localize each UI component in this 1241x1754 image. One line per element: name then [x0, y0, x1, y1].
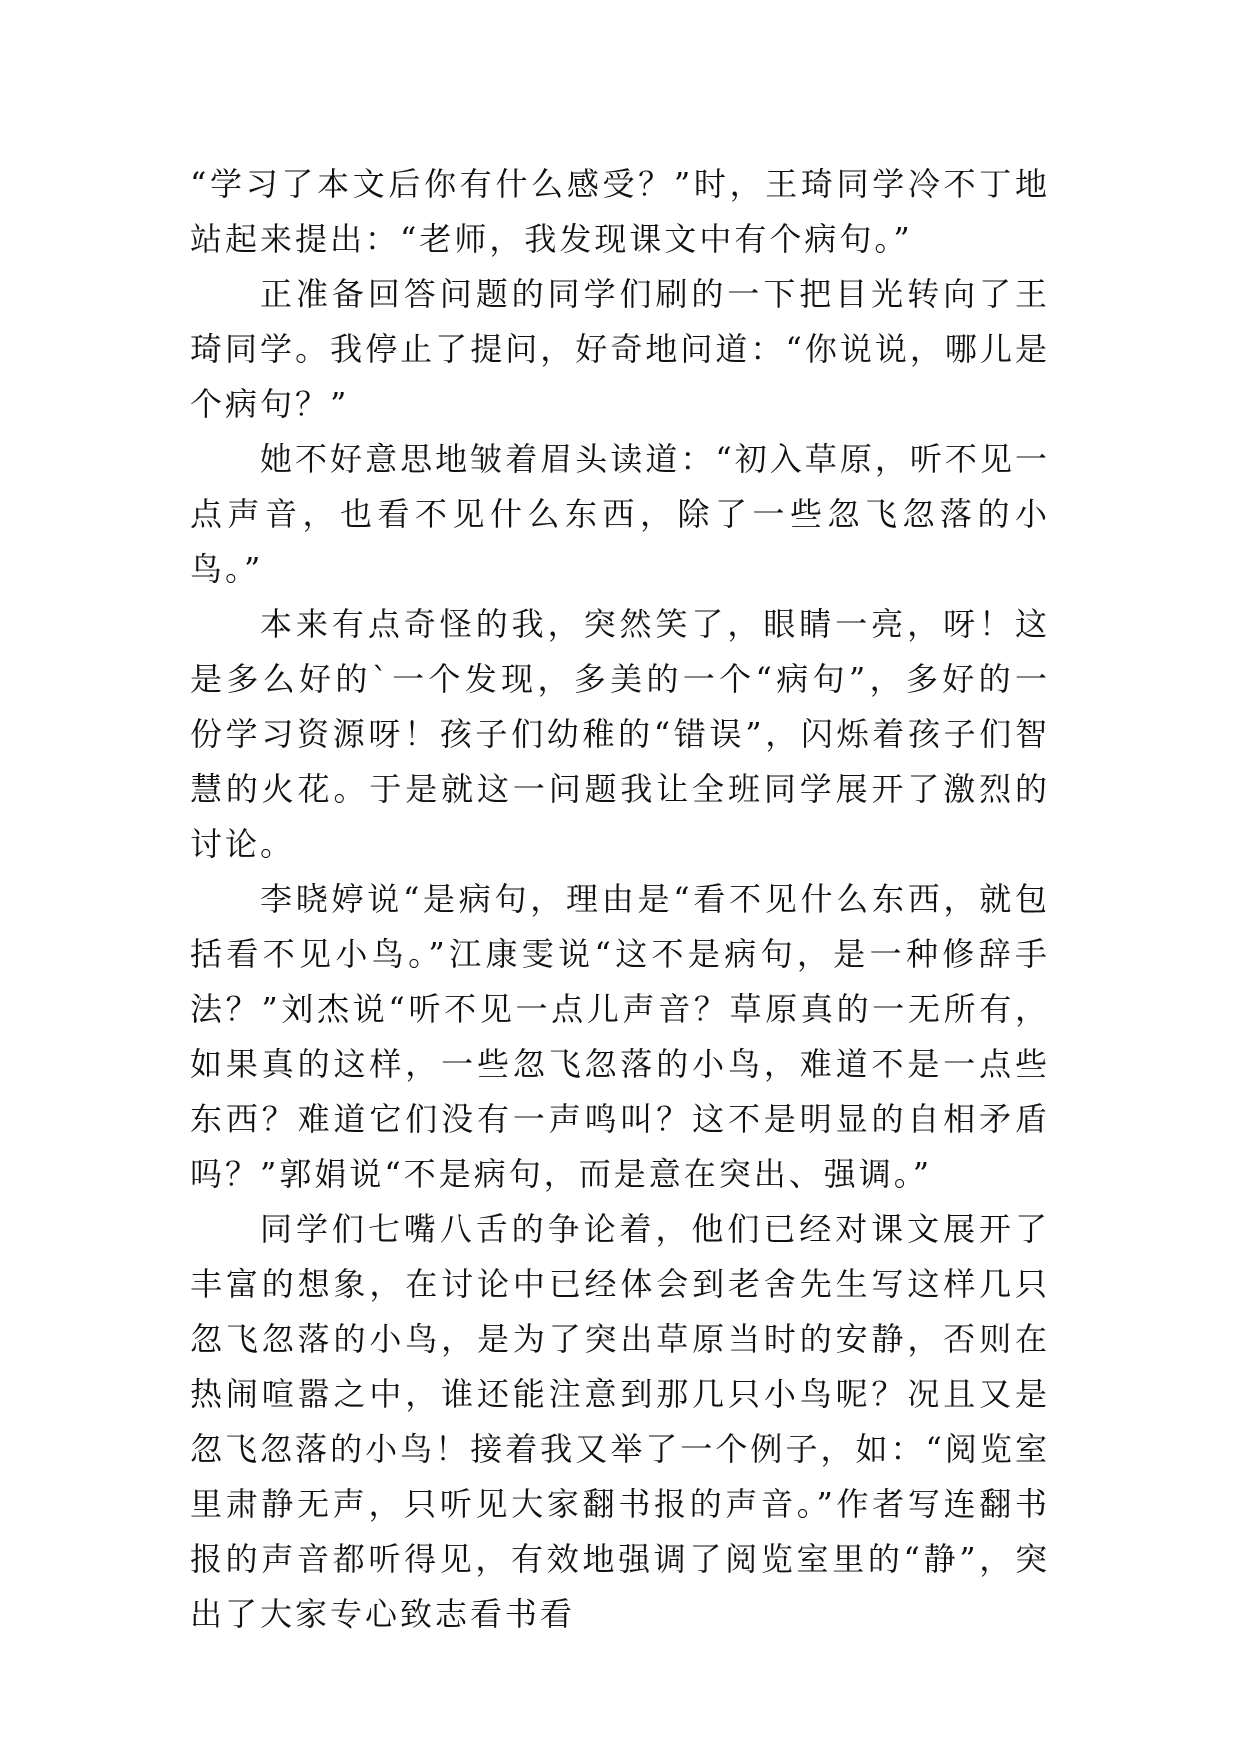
paragraph-1: “学习了本文后你有什么感受？”时，王琦同学冷不丁地站起来提出：“老师，我发现课文中有个病句。”: [190, 165, 1050, 258]
document-body: [190, 157, 1050, 1642]
paragraph-2: 正准备回答问题的同学们刷的一下把目光转向了王琦同学。我停止了提问，好奇地问道：“你说说，哪儿是个病句？”: [190, 275, 1050, 423]
paragraph-5: 李晓婷说“是病句，理由是“看不见什么东西，就包括看不见小鸟。”江康雯说“这不是病句，是一种修辞手法？”刘杰说“听不见一点儿声音？草原真的一无所有，如果真的这样，一些忽飞忽落的小鸟，难道不是一点些东西？难道它们没有一声鸣叫？这不是明显的自相矛盾吗？”郭娟说“不是病句，而是意在突出、强调。”: [190, 880, 1050, 1193]
paragraph-3: 她不好意思地皱着眉头读道：“初入草原，听不见一点声音，也看不见什么东西，除了一些忽飞忽落的小鸟。”: [190, 440, 1050, 588]
paragraph-4: 本来有点奇怪的我，突然笑了，眼睛一亮，呀！这是多么好的`一个发现，多美的一个“病句”，多好的一份学习资源呀！孩子们幼稚的“错误”，闪烁着孩子们智慧的火花。于是就这一问题我让全班同学展开了激烈的讨论。: [190, 605, 1050, 863]
paragraph-6: 同学们七嘴八舌的争论着，他们已经对课文展开了丰富的想象，在讨论中已经体会到老舍先生写这样几只忽飞忽落的小鸟，是为了突出草原当时的安静，否则在热闹喧嚣之中，谁还能注意到那几只小鸟呢？况且又是忽飞忽落的小鸟！接着我又举了一个例子，如：“阅览室里肃静无声，只听见大家翻书报的声音。”作者写连翻书报的声音都听得见，有效地强调了阅览室里的“静”，突出了大家专心致志看书看: [190, 1210, 1050, 1633]
